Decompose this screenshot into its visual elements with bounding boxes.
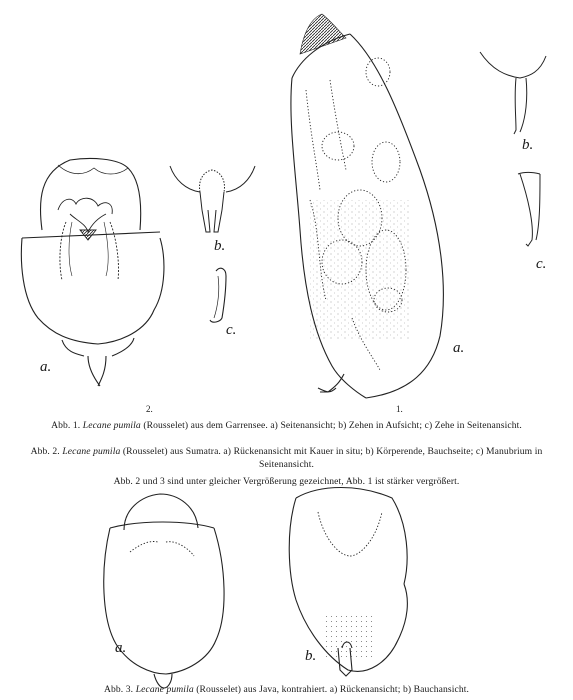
caption-abb2: [18, 446, 555, 471]
fig3a-dorsal-contracted: [104, 494, 224, 688]
caption-abb1-species: Lecane pumila: [82, 420, 141, 431]
fig3a-label: a.: [115, 640, 127, 656]
fig1c-toe-side: [518, 173, 540, 247]
caption-abb3-text: (Rousselet) aus Java, kontrahiert. a) Rückenansicht; b) Bauchansicht.: [196, 684, 470, 695]
caption-abb1-prefix: Abb. 1.: [51, 420, 81, 431]
fig2c-label: c.: [226, 322, 237, 338]
fig2a-dorsal-view: [21, 159, 164, 386]
fig2c-manubrium: [210, 268, 226, 322]
fig2b-label: b.: [214, 238, 226, 254]
fig1a-lateral-view: [291, 14, 443, 398]
caption-abb2-prefix: Abb. 2.: [30, 446, 60, 457]
caption-abb3-species: Lecane pumila: [135, 684, 194, 695]
caption-abb3-prefix: Abb. 3.: [103, 684, 134, 695]
fig2a-label: a.: [40, 359, 52, 375]
caption-abb2-species: Lecane pumila: [62, 446, 121, 457]
caption-abb2-text: (Rousselet) aus Sumatra. a) Rückenansicht mit Kauer in situ; b) Körperende, Bauchseite; c) Manubrium in Seitenansicht.: [122, 446, 543, 470]
fig1-number: 1.: [396, 404, 403, 414]
fig1b-label: b.: [522, 137, 534, 153]
caption-abb1: [18, 420, 555, 433]
caption-abb3: [18, 684, 555, 697]
caption-abb1-text: (Rousselet) aus dem Garrensee. a) Seitenansicht; b) Zehen in Aufsicht; c) Zehe in Seitenansicht.: [143, 420, 522, 431]
fig1b-toes-top: [480, 52, 546, 134]
fig2-number: 2.: [146, 404, 153, 414]
caption-note: Abb. 2 und 3 sind unter gleicher Vergrößerung gezeichnet, Abb. 1 ist stärker vergrößert.: [113, 476, 460, 487]
fig1a-label: a.: [453, 340, 465, 356]
fig1c-label: c.: [536, 256, 547, 272]
fig2b-posterior-end: [170, 166, 255, 232]
fig3b-label: b.: [305, 648, 317, 664]
